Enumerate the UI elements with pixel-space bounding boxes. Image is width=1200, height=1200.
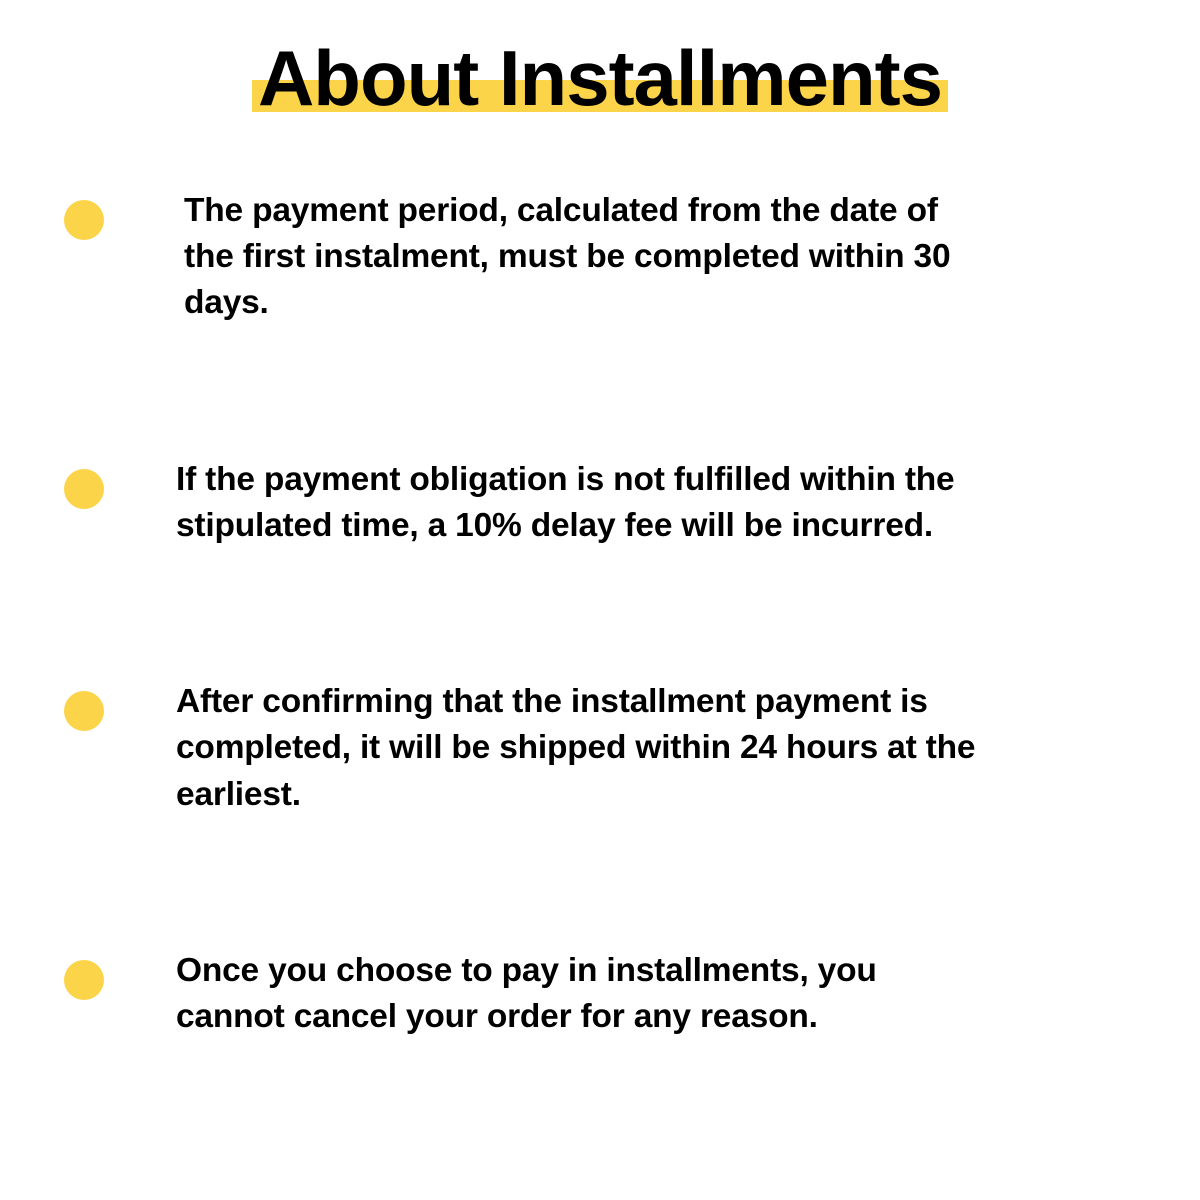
- page-title-wrap: [257, 34, 943, 122]
- list-item: [64, 188, 1140, 327]
- list-item-text: After confirming that the installment payment is completed, it will be shipped within 24 hours at the earliest.: [176, 683, 976, 813]
- bullet-list: [0, 188, 1200, 1040]
- list-item: [64, 948, 1140, 1040]
- dot-bullet-icon: [64, 960, 104, 1000]
- list-item-text: Once you choose to pay in installments, you cannot cancel your order for any reason.: [176, 951, 877, 1035]
- dot-bullet-icon: [64, 469, 104, 509]
- dot-bullet-icon: [64, 691, 104, 731]
- list-item: [64, 679, 1140, 818]
- page-title: About Installments: [257, 34, 943, 122]
- list-item-text: If the payment obligation is not fulfilled within the stipulated time, a 10% delay fee will be incurred.: [176, 460, 955, 544]
- dot-bullet-icon: [64, 200, 104, 240]
- list-item: [64, 457, 1140, 549]
- list-item-text: The payment period, calculated from the date of the first instalment, must be completed within 30 days.: [184, 192, 951, 322]
- page-title-block: [0, 0, 1200, 150]
